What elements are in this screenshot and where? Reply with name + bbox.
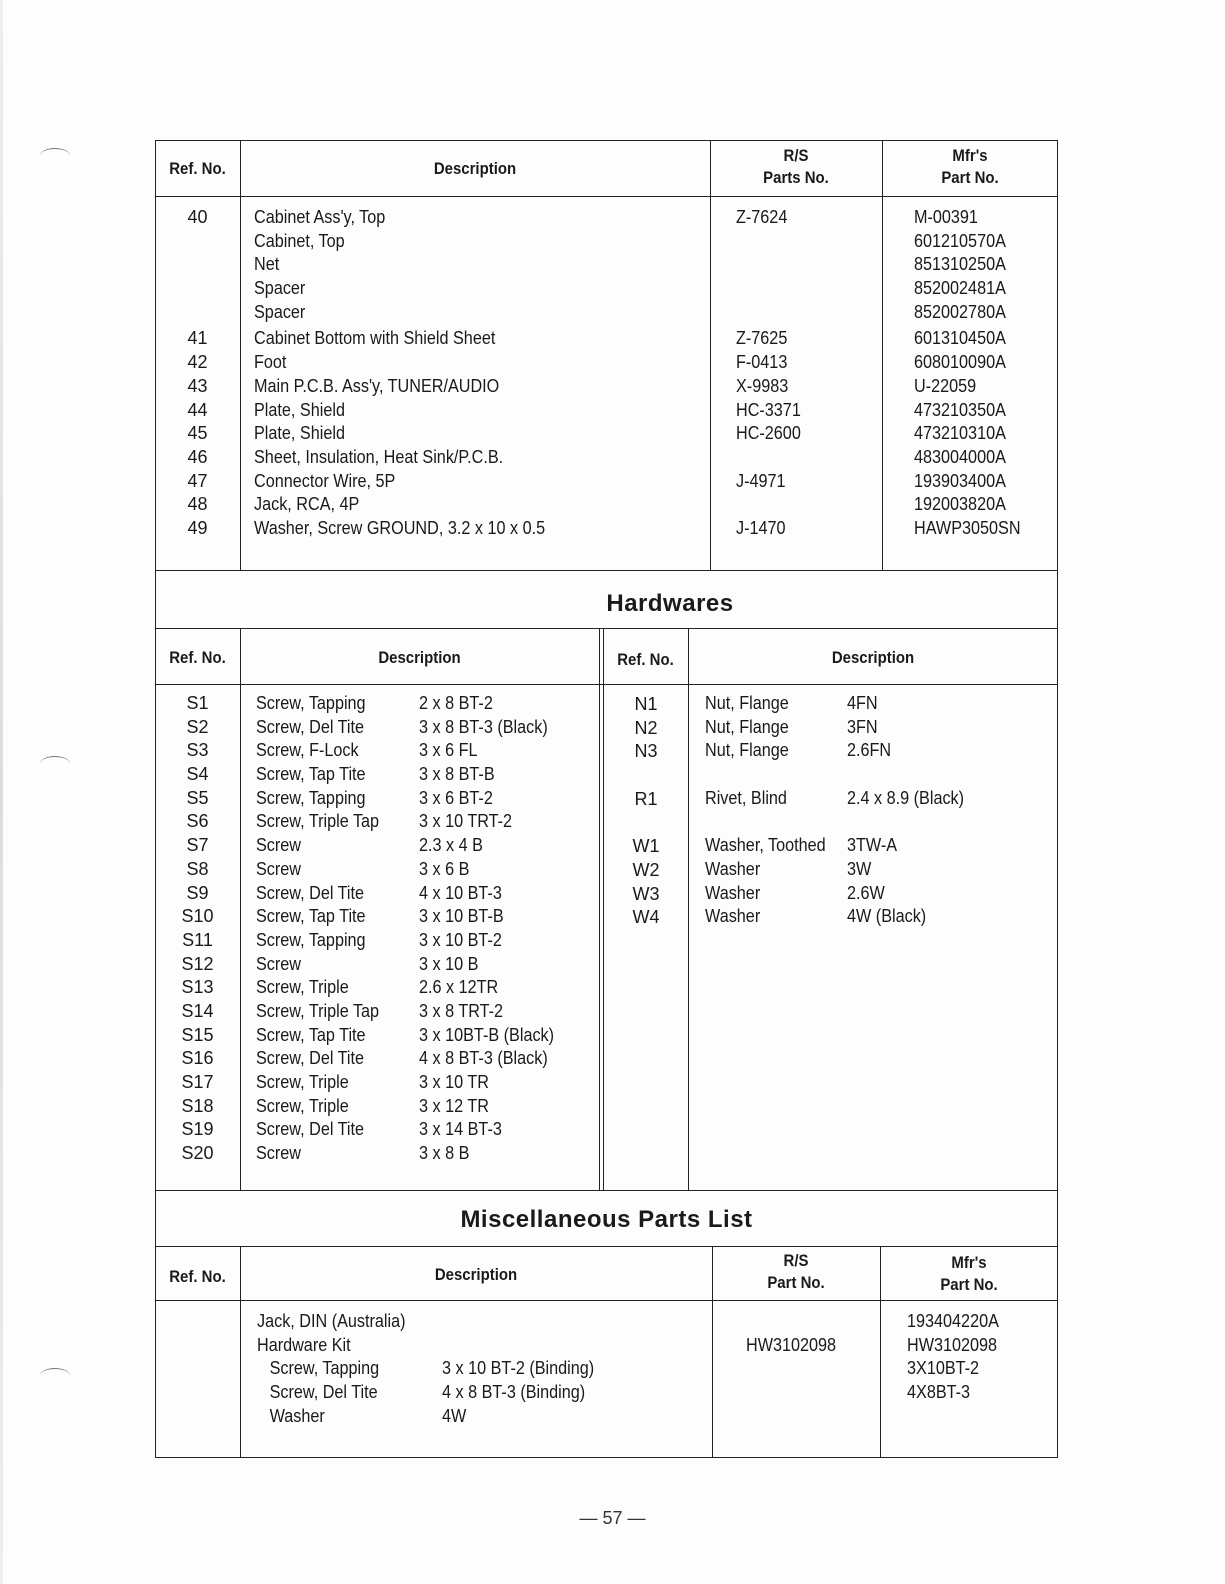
hardware-ref: S1: [186, 693, 209, 713]
header-description: Description: [831, 648, 915, 667]
hardware-ref: S5: [186, 787, 209, 808]
header-mfr-part-no: Mfr's Part No.: [941, 146, 999, 187]
hardware-spec: 4 x 8 BT-3 (Black): [419, 1048, 548, 1069]
binder-hole-mark: [40, 148, 70, 163]
hardware-spec: 4W (Black): [847, 906, 927, 927]
hardware-spec: 3 x 6 B: [419, 858, 470, 879]
hardware-name: Screw, F-Lock: [256, 740, 359, 761]
top-mfr-column: [914, 206, 1021, 541]
table-cell-mfr: HAWP3050SN: [914, 517, 1021, 538]
hardware-ref: S17: [181, 1072, 214, 1092]
table-cell-mfr: 851310250A: [914, 254, 1006, 275]
hardware-name: Screw, Tapping: [256, 787, 366, 808]
table-cell-desc: Net: [254, 254, 280, 275]
hardware-spec: 3 x 8 B: [419, 1143, 470, 1164]
table-cell-ref: 42: [187, 352, 208, 373]
table-cell-ref: 46: [187, 446, 208, 467]
hardware-name: Washer, Toothed: [705, 835, 826, 856]
hardware-spec: 3 x 10 BT-2: [419, 929, 502, 950]
misc-name-column: [257, 1310, 406, 1428]
rule: [155, 570, 1058, 571]
hardware-name: Screw, Triple Tap: [256, 1000, 380, 1021]
hardware-ref: S14: [181, 1000, 214, 1021]
table-cell-mfr: 192003820A: [914, 494, 1006, 515]
rule: [688, 628, 689, 1190]
hardware-ref: S12: [181, 953, 214, 974]
misc-rs: [746, 1357, 836, 1381]
table-cell-ref: 49: [187, 517, 208, 538]
hardware-spec: [847, 810, 964, 834]
hardware-spec: 3 x 14 BT-3: [419, 1119, 502, 1140]
misc-name: Washer: [269, 1405, 325, 1426]
table-cell-desc: Main P.C.B. Ass'y, TUNER/AUDIO: [254, 375, 500, 396]
hardware-spec: 3TW-A: [847, 835, 898, 856]
rule: [710, 140, 711, 570]
table-cell-ref: 47: [187, 470, 208, 491]
hardware-ref: S3: [186, 740, 209, 761]
hardware-name: Rivet, Blind: [705, 787, 787, 808]
table-cell-mfr: 193903400A: [914, 470, 1006, 491]
misc-spec: 3 x 10 BT-2 (Binding): [442, 1358, 595, 1379]
header-ref-no: Ref. No.: [169, 159, 226, 178]
hardware-ref: S11: [182, 929, 213, 950]
hardware-name: [705, 763, 826, 787]
hardware-ref: S20: [181, 1143, 214, 1164]
hardware-spec: 2.6FN: [847, 740, 892, 761]
hardware-ref-column: [160, 692, 235, 1166]
hardware-ref: S19: [181, 1119, 214, 1140]
table-cell-rs: Z-7625: [736, 328, 788, 349]
rule: [155, 628, 1058, 629]
table-cell-rs: X-9983: [736, 375, 789, 396]
rule: [155, 1246, 1058, 1247]
header-ref-no: Ref. No.: [169, 648, 226, 667]
misc-mfr: 193404220A: [907, 1311, 999, 1331]
rule: [240, 1246, 241, 1458]
top-rs-column: [736, 206, 801, 541]
hardware-ref: W2: [632, 859, 660, 880]
header-rs-part-no: R/S Part No.: [767, 1251, 825, 1292]
hardware-ref: W4: [632, 907, 660, 928]
hardware-spec-column: [419, 692, 554, 1166]
table-cell-ref: 40: [187, 207, 208, 227]
header-description: Description: [378, 648, 461, 667]
hardware-ref: R1: [634, 788, 658, 809]
misc-rs: HW3102098: [746, 1334, 837, 1355]
table-cell-ref: [160, 253, 235, 277]
misc-name: Jack, DIN (Australia): [257, 1311, 406, 1331]
misc-name: Hardware Kit: [257, 1334, 351, 1355]
hardware-spec: 3 x 10 BT-B: [419, 906, 504, 927]
section-title-hardwares: Hardwares: [606, 590, 734, 617]
table-cell-ref: 43: [187, 375, 208, 396]
misc-spec: 4W: [442, 1405, 467, 1426]
hardware-spec: 3FN: [847, 716, 878, 737]
misc-rs: [746, 1405, 836, 1429]
hardware-ref: S6: [186, 811, 209, 832]
hardware-ref: S16: [181, 1048, 214, 1069]
table-cell-desc: Cabinet Bottom with Shield Sheet: [254, 328, 496, 349]
hardware-ref: S10: [181, 906, 214, 927]
table-cell-mfr: 608010090A: [914, 352, 1006, 373]
table-cell-rs: [736, 230, 801, 254]
rule: [240, 628, 241, 1190]
hardware-spec: 3W: [847, 858, 872, 879]
misc-mfr: 4X8BT-3: [907, 1382, 971, 1403]
hardware-ref: S8: [186, 858, 209, 879]
hardware-ref: W1: [632, 836, 660, 857]
hardware-spec: 2.6W: [847, 882, 885, 903]
binder-hole-mark: [40, 1368, 70, 1383]
binder-hole-mark: [40, 756, 70, 771]
table-cell-rs: J-1470: [736, 517, 786, 538]
rule: [155, 196, 1058, 197]
hardware-spec: 3 x 6 FL: [419, 740, 478, 761]
hardware-name: Nut, Flange: [705, 740, 789, 761]
table-cell-desc: Cabinet, Top: [254, 230, 345, 251]
hardware-spec: 2.4 x 8.9 (Black): [847, 787, 965, 808]
table-cell-desc: Washer, Screw GROUND, 3.2 x 10 x 0.5: [254, 517, 546, 538]
hardware-name: Screw, Tap Tite: [256, 906, 366, 927]
hardware-ref: N2: [634, 717, 658, 738]
hardware-spec: 3 x 10 TRT-2: [419, 811, 513, 832]
hardware-name: Screw, Del Tite: [256, 1119, 365, 1140]
hardware-spec: 3 x 10 TR: [419, 1072, 489, 1092]
hardware-name: Screw: [256, 1143, 302, 1164]
misc-mfr: 3X10BT-2: [907, 1358, 980, 1379]
rule: [155, 1190, 1058, 1191]
table-cell-mfr: M-00391: [914, 207, 978, 227]
table-cell-mfr: 601310450A: [914, 328, 1006, 349]
table-cell-desc: Foot: [254, 352, 287, 373]
table-cell-rs: [736, 301, 801, 325]
hardware-spec: 3 x 8 BT-3 (Black): [419, 716, 548, 737]
table-cell-desc: Connector Wire, 5P: [254, 470, 396, 491]
rule: [882, 140, 883, 570]
table-cell-mfr: 473210350A: [914, 399, 1006, 420]
table-cell-mfr: U-22059: [914, 375, 977, 396]
hardware-name: Screw, Tap Tite: [256, 1024, 366, 1045]
hardware-name: Screw, Del Tite: [256, 716, 365, 737]
hardware-spec: 3 x 8 TRT-2: [419, 1000, 504, 1021]
hardware-spec: 3 x 6 BT-2: [419, 787, 493, 808]
hardware-spec: 3 x 12 TR: [419, 1095, 489, 1116]
rule: [712, 1246, 713, 1458]
table-cell-ref: 44: [187, 399, 208, 420]
hardware-spec: 2.6 x 12TR: [419, 977, 499, 998]
hardware-spec: 2 x 8 BT-2: [419, 693, 493, 713]
header-rs-parts-no: R/S Parts No.: [763, 146, 829, 187]
table-cell-rs: F-0413: [736, 352, 788, 373]
hardware-ref: W3: [632, 883, 660, 904]
hardware-spec: 2.3 x 4 B: [419, 835, 483, 856]
hardware-ref: N3: [634, 741, 658, 762]
hardware-name-column-right: [705, 692, 826, 929]
header-description: Description: [433, 159, 517, 178]
misc-spec-column: [442, 1310, 594, 1428]
hardware-ref-column-right: [604, 693, 688, 930]
misc-rs-column: [746, 1310, 836, 1428]
page-edge: [0, 0, 3, 1584]
table-cell-ref: [160, 277, 235, 301]
hardware-name: Screw, Tap Tite: [256, 764, 366, 785]
hardware-ref: S9: [186, 882, 209, 903]
table-cell-mfr: 473210310A: [914, 423, 1006, 444]
hardware-spec-column-right: [847, 692, 964, 929]
misc-spec: 4 x 8 BT-3 (Binding): [442, 1382, 586, 1403]
hardware-ref: [604, 764, 688, 788]
page-number: — 57 —: [579, 1508, 646, 1528]
table-cell-ref: [160, 230, 235, 254]
hardware-name: Screw, Triple Tap: [256, 811, 380, 832]
table-cell-mfr: 852002780A: [914, 301, 1006, 322]
hardware-spec: [847, 763, 964, 787]
misc-rs: [746, 1381, 836, 1405]
table-cell-rs: Z-7624: [736, 207, 788, 227]
header-mfr-part-no: Mfr's Part No.: [940, 1253, 998, 1294]
misc-spec: [442, 1310, 594, 1334]
hardware-name: Screw, Tapping: [256, 693, 366, 713]
header-ref-no: Ref. No.: [617, 650, 674, 669]
hardware-name: Screw, Triple: [256, 1072, 349, 1092]
hardware-name: Screw, Triple: [256, 977, 349, 998]
top-ref-column: [160, 206, 235, 541]
rule: [599, 628, 600, 1190]
hardware-ref: S18: [181, 1095, 214, 1116]
hardware-name: Nut, Flange: [705, 716, 789, 737]
table-cell-mfr: 483004000A: [914, 446, 1006, 467]
table-cell-ref: [160, 301, 235, 325]
hardware-name: Washer: [705, 858, 761, 879]
header-ref-no: Ref. No.: [169, 1267, 226, 1286]
table-cell-desc: Sheet, Insulation, Heat Sink/P.C.B.: [254, 446, 504, 467]
table-cell-mfr: 601210570A: [914, 230, 1006, 251]
table-cell-rs: [736, 493, 801, 517]
hardware-name: Washer: [705, 906, 761, 927]
table-cell-rs: [736, 446, 801, 470]
table-cell-desc: Spacer: [254, 301, 306, 322]
hardware-name: Screw, Del Tite: [256, 1048, 365, 1069]
misc-mfr: [907, 1405, 999, 1429]
table-cell-rs: HC-3371: [736, 399, 801, 420]
table-cell-ref: 48: [187, 494, 208, 515]
misc-mfr: HW3102098: [907, 1334, 998, 1355]
misc-mfr-column: [907, 1310, 999, 1428]
table-cell-desc: Spacer: [254, 278, 306, 299]
hardware-ref: S15: [181, 1024, 214, 1045]
misc-name: Screw, Tapping: [269, 1358, 380, 1379]
misc-spec: [442, 1334, 594, 1358]
hardware-spec: 3 x 8 BT-B: [419, 764, 495, 785]
rule: [240, 140, 241, 570]
table-cell-rs: J-4971: [736, 470, 786, 491]
misc-rs: [746, 1310, 836, 1334]
hardware-name: Screw, Tapping: [256, 929, 366, 950]
top-description-column: [254, 206, 545, 541]
table-cell-ref: 45: [187, 423, 208, 444]
table-cell-desc: Plate, Shield: [254, 423, 345, 444]
hardware-name: Screw: [256, 858, 302, 879]
hardware-name: Screw, Triple: [256, 1095, 349, 1116]
hardware-name: Screw: [256, 953, 302, 974]
hardware-ref: S7: [186, 835, 209, 856]
table-cell-rs: [736, 253, 801, 277]
hardware-spec: 3 x 10BT-B (Black): [419, 1024, 555, 1045]
table-cell-rs: HC-2600: [736, 423, 801, 444]
hardware-name-column: [256, 692, 379, 1166]
rule: [880, 1246, 881, 1458]
hardware-ref: S13: [181, 977, 214, 998]
rule: [155, 684, 1058, 685]
hardware-ref: [604, 811, 688, 835]
hardware-name: Screw, Del Tite: [256, 882, 365, 903]
hardware-ref: N1: [634, 694, 658, 714]
rule: [155, 1300, 1058, 1301]
misc-name: Screw, Del Tite: [269, 1382, 378, 1403]
table-cell-desc: Jack, RCA, 4P: [254, 494, 360, 515]
table-cell-rs: [736, 277, 801, 301]
hardware-spec: 4FN: [847, 693, 878, 713]
hardware-name: [705, 810, 826, 834]
hardware-ref: S4: [186, 764, 209, 785]
hardware-name: Nut, Flange: [705, 693, 789, 713]
hardware-name: Screw: [256, 835, 302, 856]
table-cell-desc: Cabinet Ass'y, Top: [254, 207, 386, 227]
header-description: Description: [434, 1265, 518, 1284]
hardware-name: Washer: [705, 882, 761, 903]
table-cell-mfr: 852002481A: [914, 278, 1006, 299]
section-title-misc: Miscellaneous Parts List: [460, 1206, 753, 1233]
table-cell-desc: Plate, Shield: [254, 399, 345, 420]
hardware-spec: 3 x 10 B: [419, 953, 479, 974]
hardware-spec: 4 x 10 BT-3: [419, 882, 502, 903]
table-cell-ref: 41: [187, 328, 208, 349]
hardware-ref: S2: [186, 716, 209, 737]
